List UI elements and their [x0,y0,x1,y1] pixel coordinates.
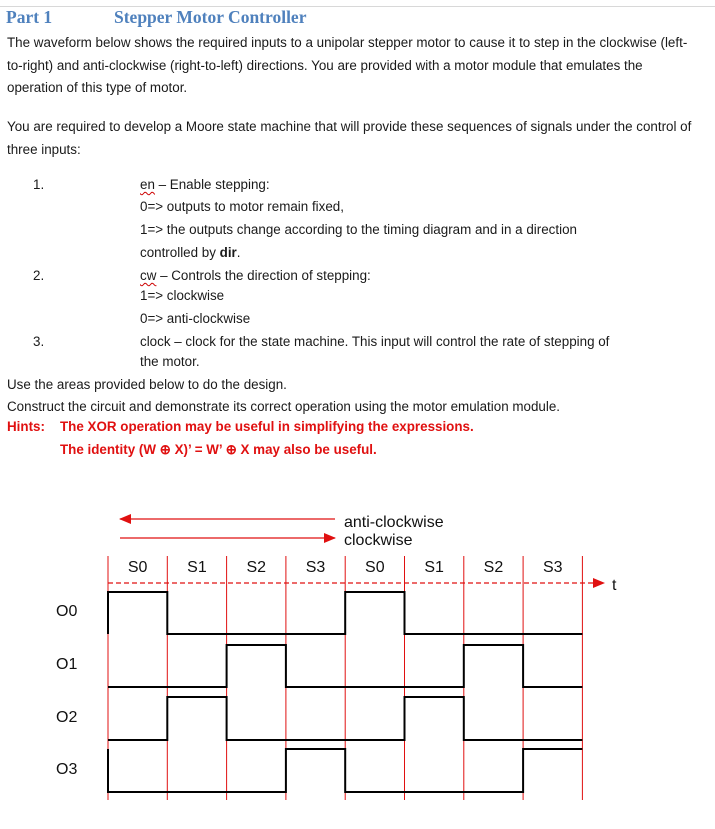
input-en-line-3-text: controlled by [140,245,220,260]
list-number-1: 1. [33,177,45,192]
input-en-line-1: 0=> outputs to motor remain fixed, [140,199,344,214]
input-en-line-2: 1=> the outputs change according to the timing diagram and in a direction [140,222,577,237]
list-number-3: 3. [33,334,45,349]
use-areas-text: Use the areas provided below to do the design. [7,377,287,392]
input-cw-line-1: 1=> clockwise [140,288,225,303]
input-cw-description: – Controls the direction of stepping: [156,268,371,283]
state-label-5: S1 [424,559,444,576]
input-en-line-3-end: . [236,245,241,260]
state-label-7: S3 [542,559,563,576]
state-label-6: S2 [483,559,504,576]
signal-label-o3: O3 [56,761,78,778]
hint-xor: The XOR operation may be useful in simplifying the expressions. [60,419,474,434]
input-en-dir-keyword: dir [219,245,237,260]
signal-label-o0: O0 [56,603,78,620]
hints-label: Hints: [7,419,45,434]
requirement-paragraph: You are required to develop a Moore state machine that will provide these sequences of signals under the control of three inputs: [7,119,692,157]
waveform-o3 [108,749,582,792]
anticlockwise-label: anti-clockwise [344,514,444,531]
input-clock-line-1: clock – clock for the state machine. This input will control the rate of stepping of [140,334,610,349]
state-label-0: S0 [127,559,148,576]
input-en-name: en [140,177,155,192]
signal-label-o2: O2 [56,709,78,726]
signal-label-o1: O1 [56,656,78,673]
time-axis-label: t [612,577,617,594]
hint-identity: The identity (W ⊕ X)’ = W’ ⊕ X may also be useful. [60,442,377,457]
waveform-o0 [108,592,582,634]
input-en-description: – Enable stepping: [154,177,270,192]
input-cw-line-2: 0=> anti-clockwise [140,311,251,326]
intro-paragraph: The waveform below shows the required inputs to a unipolar stepper motor to cause it to step in the clockwise (left-to-right) and anti-clockwise (right-to-left) directions. You are provided with a motor module that emulates the operation of this type of motor. [7,35,688,95]
state-label-4: S0 [365,559,385,576]
list-number-2: 2. [33,268,45,283]
part-title: Stepper Motor Controller [114,7,307,27]
input-clock-line-2: the motor. [140,354,200,369]
part-number: Part 1 [6,7,53,27]
input-cw-name: cw [140,268,157,283]
construct-text: Construct the circuit and demonstrate its correct operation using the motor emulation module. [7,399,561,414]
clockwise-label: clockwise [344,532,413,549]
state-label-2: S2 [246,559,267,576]
state-label-3: S3 [305,559,326,576]
state-label-1: S1 [187,559,207,576]
